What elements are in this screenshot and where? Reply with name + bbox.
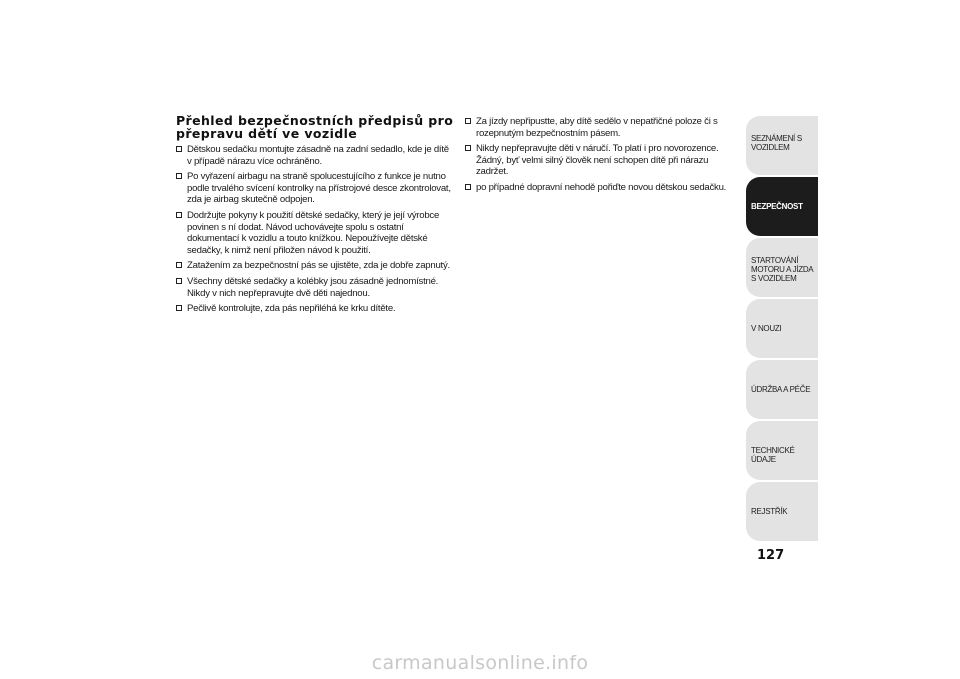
tab-startovani-motoru[interactable] <box>746 238 818 297</box>
checkbox-bullet-icon <box>465 145 471 151</box>
tab-label: V NOUZI <box>751 324 782 333</box>
right-column <box>465 116 737 198</box>
checkbox-bullet-icon <box>465 118 471 124</box>
tab-label: REJSTŘÍK <box>751 507 788 516</box>
right-bullet-list <box>465 116 737 194</box>
checkbox-bullet-icon <box>176 262 182 268</box>
heading-line-1: Přehled bezpečnostních předpisů pro <box>176 113 454 128</box>
left-bullet-list <box>176 144 454 315</box>
page-number: 127 <box>757 548 785 563</box>
tab-technicke-udaje[interactable] <box>746 421 818 480</box>
left-column <box>176 114 454 319</box>
tab-label: SEZNÁMENÍ S VOZIDLEM <box>751 134 802 152</box>
list-item: Za jízdy nepřipustte, aby dítě sedělo v nepatřičné poloze či s rozepnutým bezpečnostním pásem. <box>465 116 737 139</box>
list-item: Po vyřazení airbagu na straně spolucestujícího z funkce je nutno podle trvalého svícení kontrolky na přístrojové desce zkontrolovat, zda je airbag skutečně odpojen. <box>176 171 454 206</box>
list-item: Pečlivě kontrolujte, zda pás nepřiléhá ke krku dítěte. <box>176 303 454 315</box>
watermark-text: carmanualsonline.info <box>371 652 589 674</box>
list-item: Nikdy nepřepravujte děti v náručí. To platí i pro novorozence. Žádný, byť velmi silný člověk není schopen dítě při nárazu zadržet. <box>465 143 737 178</box>
tab-label: STARTOVÁNÍ MOTORU A JÍZDA S VOZIDLEM <box>751 256 813 283</box>
tab-udrzba-a-pece[interactable] <box>746 360 818 419</box>
list-item: Dětskou sedačku montujte zásadně na zadní sedadlo, kde je dítě v případě nárazu více ochráněno. <box>176 144 454 167</box>
checkbox-bullet-icon <box>176 173 182 179</box>
checkbox-bullet-icon <box>176 146 182 152</box>
list-item: Všechny dětské sedačky a kolébky jsou zásadně jednomístné. Nikdy v nich nepřepravujte dvě děti najednou. <box>176 276 454 299</box>
tab-label: TECHNICKÉ ÚDAJE <box>751 446 795 464</box>
checkbox-bullet-icon <box>176 278 182 284</box>
tab-label: ÚDRŽBA A PÉČE <box>751 385 811 394</box>
list-item: Zatažením za bezpečnostní pás se ujistěte, zda je dobře zapnutý. <box>176 260 454 272</box>
heading-line-2: přepravu dětí ve vozidle <box>176 126 358 141</box>
list-item: po případné dopravní nehodě pořiďte novou dětskou sedačku. <box>465 182 737 194</box>
tab-bezpecnost[interactable] <box>746 177 818 236</box>
tab-v-nouzi[interactable] <box>746 299 818 358</box>
section-heading <box>176 114 454 140</box>
checkbox-bullet-icon <box>465 184 471 190</box>
chapter-tabs <box>746 116 818 543</box>
tab-label: BEZPEČNOST <box>751 202 803 211</box>
checkbox-bullet-icon <box>176 212 182 218</box>
tab-rejstrik[interactable] <box>746 482 818 541</box>
tab-seznameni-s-vozidlem[interactable] <box>746 116 818 175</box>
list-item: Dodržujte pokyny k použití dětské sedačky, který je její výrobce povinen s ní dodat. Návod uchovávejte spolu s ostatní dokumentací k vozidlu a touto knížkou. Nepoužívejte dětské sedačky, k nimž není přiložen návod k použití. <box>176 210 454 256</box>
checkbox-bullet-icon <box>176 305 182 311</box>
